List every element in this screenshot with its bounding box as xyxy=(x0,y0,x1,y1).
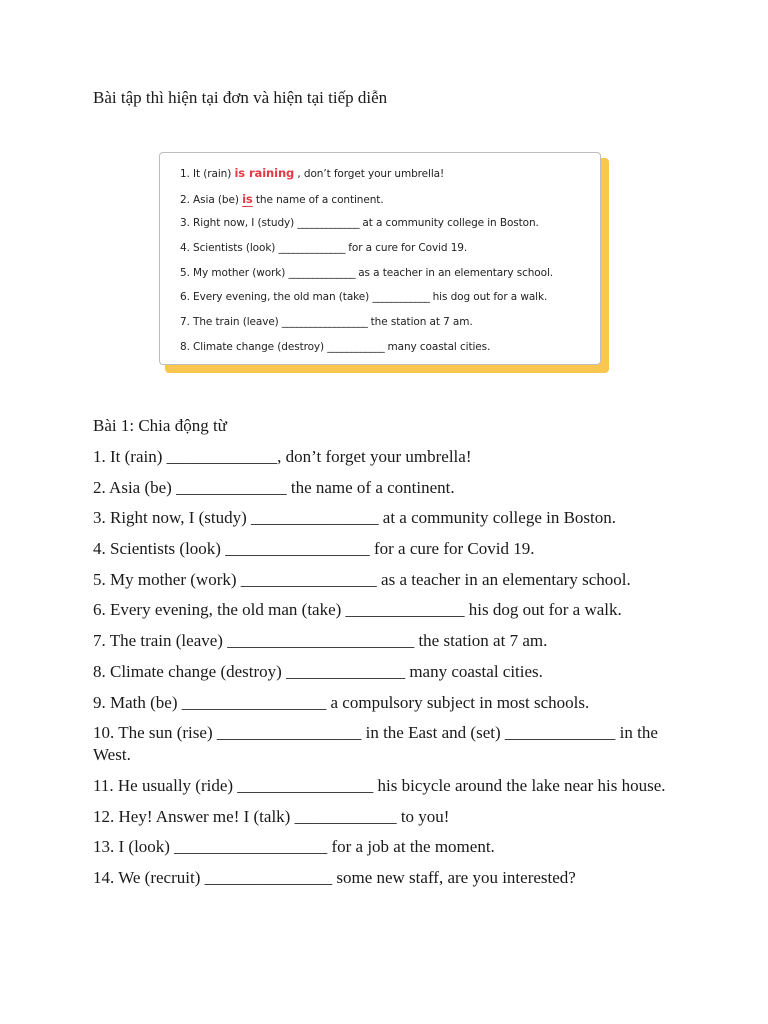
exercise-item: 9. Math (be) _________________ a compulsory subject in most schools. xyxy=(93,692,590,712)
example-line-text: the station at 7 am. xyxy=(367,316,473,328)
exercise-item: 4. Scientists (look) _________________ for a cure for Covid 19. xyxy=(93,539,535,559)
example-line-text: 7. The train (leave) xyxy=(180,316,282,328)
example-line-text: 1. It (rain) xyxy=(180,168,235,180)
example-line-text: his dog out for a walk. xyxy=(429,291,548,303)
example-line-text: the name of a continent. xyxy=(252,194,384,206)
example-line-text: many coastal cities. xyxy=(384,341,491,353)
example-line-6 xyxy=(180,291,547,303)
section-title: Bài 1: Chia động từ xyxy=(93,416,227,435)
answer-blank: ____________ xyxy=(372,291,430,303)
example-answer: is raining xyxy=(234,166,295,180)
example-line-text: 8. Climate change (destroy) xyxy=(180,341,328,353)
example-line-2 xyxy=(180,192,384,206)
example-card-body xyxy=(159,152,601,365)
exercise-item: 14. We (recruit) _______________ some new staff, are you interested? xyxy=(93,867,576,887)
exercise-item: 11. He usually (ride) ________________ his bicycle around the lake near his house. xyxy=(93,775,666,795)
page-title: Bài tập thì hiện tại đơn và hiện tại tiếp diễn xyxy=(93,88,388,107)
example-line-text: 5. My mother (work) xyxy=(180,267,289,279)
exercise-item: 1. It (rain) _____________, don’t forget your umbrella! xyxy=(93,447,472,466)
exercise-item: 3. Right now, I (study) _______________ at a community college in Boston. xyxy=(93,508,617,528)
example-line-3 xyxy=(180,217,539,229)
example-line-text: as a teacher in an elementary school. xyxy=(354,267,553,279)
exercise-item: 13. I (look) __________________ for a job at the moment. xyxy=(93,837,495,857)
example-card xyxy=(159,152,603,367)
answer-blank: __________________ xyxy=(281,316,368,328)
example-line-text: 3. Right now, I (study) xyxy=(180,217,298,229)
example-line-text: 4. Scientists (look) xyxy=(180,242,279,254)
exercise-list xyxy=(93,446,673,898)
example-line-text: at a community college in Boston. xyxy=(359,217,539,229)
answer-blank: ____________ xyxy=(327,341,385,353)
exercise-item: 5. My mother (work) ________________ as a teacher in an elementary school. xyxy=(93,569,631,589)
example-line-1 xyxy=(180,166,444,180)
example-line-text: 2. Asia (be) xyxy=(180,194,243,206)
example-line-7 xyxy=(180,316,473,328)
exercise-item: 2. Asia (be) _____________ the name of a continent. xyxy=(93,477,455,497)
example-answer: is xyxy=(242,192,253,206)
exercise-item: 7. The train (leave) ______________________ the station at 7 am. xyxy=(93,631,548,651)
example-line-text: 6. Every evening, the old man (take) xyxy=(180,291,373,303)
exercise-item: 12. Hey! Answer me! I (talk) ____________ to you! xyxy=(93,806,450,826)
example-line-5 xyxy=(180,267,553,279)
exercise-item: 10. The sun (rise) _________________ in the East and (set) _____________ in the West. xyxy=(93,723,658,765)
answer-blank: _____________ xyxy=(297,217,360,229)
example-line-text: for a cure for Covid 19. xyxy=(345,242,468,254)
example-line-4 xyxy=(180,242,467,254)
example-line-text: , don’t forget your umbrella! xyxy=(294,168,445,180)
example-line-8 xyxy=(180,341,490,353)
answer-blank: ______________ xyxy=(288,267,355,279)
exercise-item: 6. Every evening, the old man (take) ______________ his dog out for a walk. xyxy=(93,600,622,620)
exercise-item: 8. Climate change (destroy) ______________ many coastal cities. xyxy=(93,661,543,681)
answer-blank: ______________ xyxy=(278,242,346,254)
